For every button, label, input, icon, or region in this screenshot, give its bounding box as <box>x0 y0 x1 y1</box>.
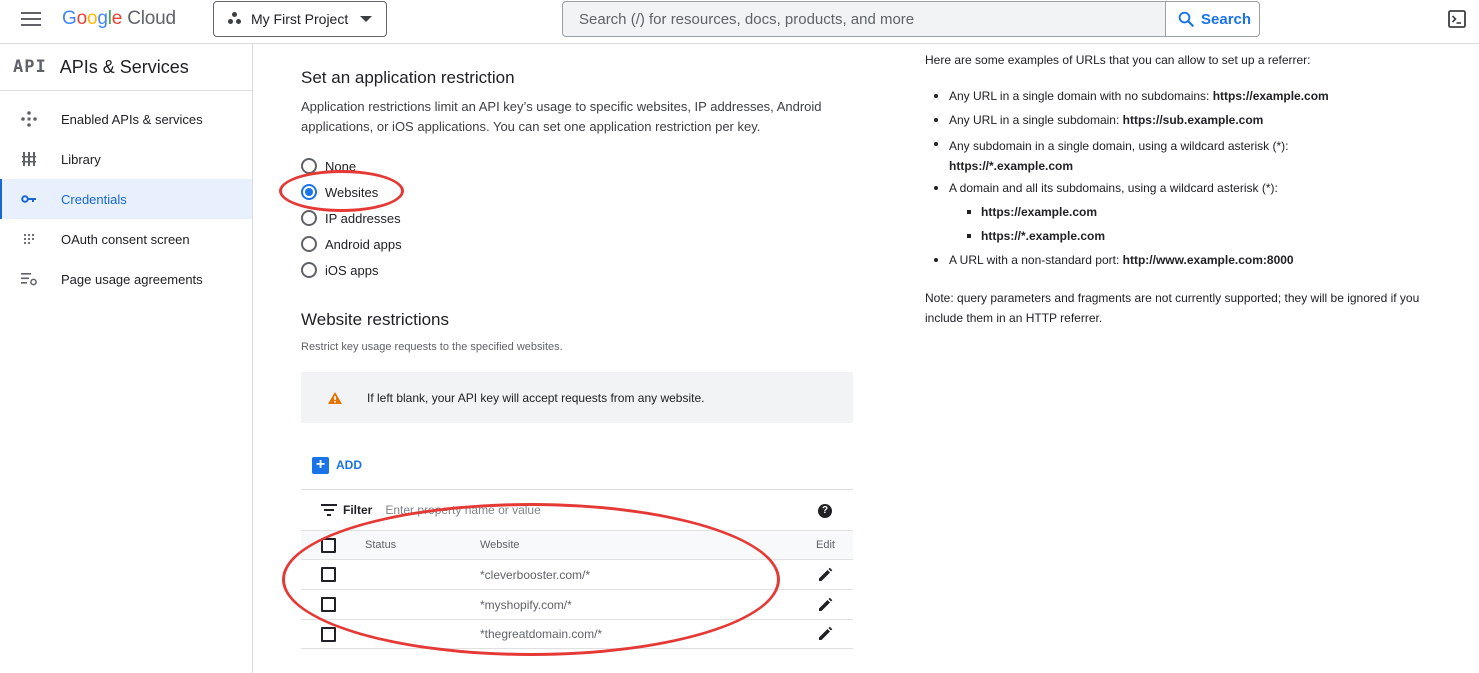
table-header <box>301 530 853 559</box>
restriction-title: Set an application restriction <box>301 68 515 87</box>
website-cell: *cleverbooster.com/* <box>480 567 591 582</box>
restriction-description: Application restrictions limit an API key’s usage to specific websites, IP addresses, Android applications, or iOS applications. You can set one application restriction per key. <box>301 99 822 134</box>
radio-websites[interactable] <box>301 181 378 203</box>
list-item <box>925 252 1455 268</box>
caret-down-icon <box>360 16 372 22</box>
table-row <box>301 589 853 619</box>
sidebar-item-label: OAuth consent screen <box>61 231 190 247</box>
examples-list <box>925 88 1455 268</box>
search-button-label: Search <box>1201 10 1252 28</box>
filter-label: Filter <box>343 503 373 517</box>
project-picker[interactable] <box>213 1 387 37</box>
example-url: https://*.example.com <box>981 229 1106 243</box>
radio-label: Websites <box>325 184 379 200</box>
google-cloud-logo[interactable] <box>62 8 176 30</box>
sidebar-item-library[interactable] <box>0 139 252 179</box>
websites-table <box>301 489 853 649</box>
table-filter-bar <box>301 489 853 530</box>
radio-label: Android apps <box>325 236 402 252</box>
search-button[interactable] <box>1165 1 1260 37</box>
filter-input[interactable] <box>385 503 765 517</box>
edit-pencil-icon[interactable] <box>817 597 833 613</box>
row-checkbox[interactable] <box>321 567 336 582</box>
key-icon <box>20 190 38 208</box>
filter-icon <box>321 503 337 517</box>
warning-banner <box>301 372 853 423</box>
logo-google: Google <box>62 8 123 29</box>
cloud-shell-icon[interactable] <box>1448 10 1466 28</box>
example-text: Any URL in a single domain with no subdomains: <box>949 89 1213 103</box>
website-cell: *thegreatdomain.com/* <box>480 627 603 641</box>
main-menu-icon[interactable] <box>21 12 41 28</box>
radio-label: iOS apps <box>325 262 379 278</box>
sidebar-nav <box>0 99 252 299</box>
website-cell: *myshopify.com/* <box>480 597 572 612</box>
sidebar-title: APIs & Services <box>59 56 189 77</box>
column-status: Status <box>365 539 397 551</box>
diamond-dots-icon <box>20 110 38 128</box>
radio-ios-apps[interactable] <box>301 259 378 281</box>
add-label: ADD <box>336 458 362 472</box>
list-item <box>925 180 1455 196</box>
info-intro: Here are some examples of URLs that you can allow to set up a referrer: <box>925 53 1311 67</box>
radio-label: None <box>325 158 357 174</box>
info-note: Note: query parameters and fragments are not currently supported; they will be ignored if you include them in an HTTP referrer. <box>925 291 1420 325</box>
project-icon <box>228 12 242 26</box>
row-checkbox[interactable] <box>321 627 336 642</box>
dotted-grid-icon <box>20 230 38 248</box>
referrer-examples-panel <box>925 52 1455 328</box>
edit-pencil-icon[interactable] <box>817 567 833 583</box>
sidebar-item-label: Library <box>61 151 101 167</box>
radio-label: IP addresses <box>325 210 401 226</box>
radio-ip-addresses[interactable] <box>301 207 401 229</box>
table-row <box>301 619 853 649</box>
list-item <box>925 112 1455 128</box>
radio-button[interactable] <box>301 262 317 278</box>
sidebar-item-page-usage[interactable] <box>0 259 252 299</box>
sidebar-item-oauth-consent[interactable] <box>0 219 252 259</box>
search-box <box>562 1 1166 37</box>
sidebar-item-enabled-apis[interactable] <box>0 99 252 139</box>
example-text: A URL with a non-standard port: <box>949 253 1123 267</box>
project-name: My First Project <box>251 11 349 27</box>
website-restrictions-title: Website restrictions <box>301 310 450 329</box>
example-url: https://example.com <box>981 205 1098 219</box>
select-all-checkbox[interactable] <box>321 538 336 553</box>
sidebar-item-label: Page usage agreements <box>61 271 203 287</box>
list-item <box>925 136 1325 176</box>
sidebar <box>0 44 253 673</box>
example-url: https://sub.example.com <box>1122 113 1264 127</box>
sidebar-item-label: Enabled APIs & services <box>61 111 203 127</box>
column-edit: Edit <box>816 539 835 551</box>
list-item <box>925 204 1455 220</box>
edit-pencil-icon[interactable] <box>817 626 833 642</box>
plus-icon: + <box>312 457 329 474</box>
sidebar-item-label: Credentials <box>61 191 127 207</box>
column-website: Website <box>480 539 520 551</box>
example-url: http://www.example.com:8000 <box>1122 253 1294 267</box>
radio-button-selected[interactable] <box>301 184 317 200</box>
website-restrictions-description: Restrict key usage requests to the specified websites. <box>301 341 563 353</box>
logo-cloud: Cloud <box>127 8 176 29</box>
warning-text: If left blank, your API key will accept requests from any website. <box>367 390 705 405</box>
radio-button[interactable] <box>301 210 317 226</box>
add-website-button[interactable] <box>312 456 362 474</box>
list-item <box>925 228 1455 244</box>
sidebar-item-credentials[interactable] <box>0 179 252 219</box>
help-icon[interactable]: ? <box>818 504 832 518</box>
table-row <box>301 559 853 589</box>
radio-button[interactable] <box>301 158 317 174</box>
radio-none[interactable] <box>301 155 356 177</box>
list-item <box>925 88 1455 104</box>
radio-android-apps[interactable] <box>301 233 402 255</box>
warning-icon <box>328 392 342 404</box>
example-text: A domain and all its subdomains, using a wildcard asterisk (*): <box>949 181 1278 195</box>
api-badge: API <box>13 57 47 77</box>
search-icon <box>1177 10 1195 28</box>
library-icon <box>20 150 38 168</box>
example-url: https://*.example.com <box>949 159 1074 173</box>
example-text: Any URL in a single subdomain: <box>949 113 1123 127</box>
settings-list-icon <box>20 270 38 288</box>
example-text: Any subdomain in a single domain, using a wildcard asterisk (*): <box>949 139 1289 153</box>
example-url: https://example.com <box>1212 89 1329 103</box>
radio-button[interactable] <box>301 236 317 252</box>
row-checkbox[interactable] <box>321 597 336 612</box>
search-input[interactable] <box>563 2 1165 36</box>
sidebar-header <box>0 44 252 91</box>
top-bar <box>0 0 1479 44</box>
